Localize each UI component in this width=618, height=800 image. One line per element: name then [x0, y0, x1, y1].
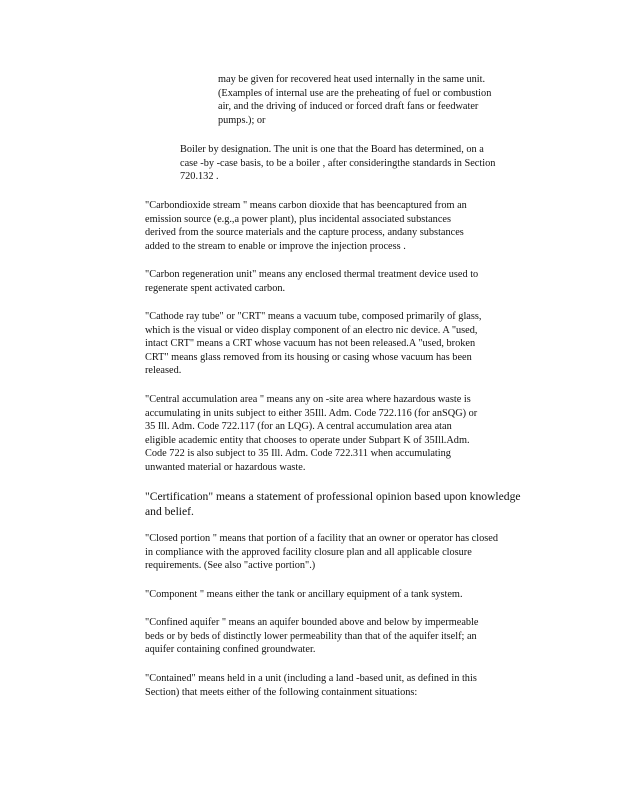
text-line: Section) that meets either of the following containment situations:	[145, 686, 418, 698]
text-line: beds or by beds of distinctly lower permeability than that of the aquifer itself; an	[145, 630, 477, 642]
text-line: regenerate spent activated carbon.	[145, 282, 286, 294]
text-line: (Examples of internal use are the preheating of fuel or combustion	[218, 87, 492, 99]
definition-central-accumulation-area	[145, 393, 535, 475]
text-line: "Component " means either the tank or ancillary equipment of a tank system.	[145, 589, 463, 600]
paragraph-boiler-by-designation	[180, 143, 542, 184]
text-line: requirements. (See also "active portion".)	[145, 560, 316, 572]
text-line: unwanted material or hazardous waste.	[145, 461, 306, 473]
definition-contained	[145, 672, 535, 699]
paragraph-continuation	[218, 73, 530, 127]
text-line: aquifer containing confined groundwater.	[145, 644, 316, 656]
text-line: released.	[145, 365, 182, 377]
text-line: accumulating in units subject to either 35Ill. Adm. Code 722.116 (for anSQG) or	[145, 407, 478, 419]
definition-certification	[145, 489, 535, 519]
definition-cathode-ray-tube	[145, 310, 535, 378]
text-line: which is the visual or video display component of an electro nic device. A "used,	[145, 324, 478, 336]
text-line: "Carbondioxide stream " means carbon dioxide that has beencaptured from an	[145, 200, 467, 211]
text-line: Code 722 is also subject to 35 Ill. Adm. Code 722.311 when accumulating	[145, 448, 451, 460]
text-line: "Confined aquifer " means an aquifer bounded above and below by impermeable	[145, 617, 479, 628]
definition-component	[145, 588, 535, 602]
text-line: may be given for recovered heat used internally in the same unit.	[218, 74, 486, 85]
text-line: case -by -case basis, to be a boiler , after consideringthe standards in Section	[180, 157, 496, 169]
definition-closed-portion	[145, 532, 535, 573]
text-line: "Cathode ray tube" or "CRT" means a vacuum tube, composed primarily of glass,	[145, 311, 482, 322]
text-line: derived from the source materials and the capture process, andany substances	[145, 227, 464, 239]
text-line: "Closed portion " means that portion of a facility that an owner or operator has closed	[145, 533, 498, 544]
text-line: 35 Ill. Adm. Code 722.117 (for an LQG). A central accumulation area atan	[145, 421, 452, 433]
definition-carbon-dioxide-stream	[145, 199, 535, 253]
text-line: "Certification" means a statement of professional opinion based upon knowledge	[145, 490, 521, 503]
text-line: "Carbon regeneration unit" means any enclosed thermal treatment device used to	[145, 269, 479, 280]
text-line: pumps.); or	[218, 114, 266, 126]
text-line: "Central accumulation area " means any on -site area where hazardous waste is	[145, 394, 471, 405]
text-line: in compliance with the approved facility closure plan and all applicable closure	[145, 546, 472, 558]
text-line: Boiler by designation. The unit is one that the Board has determined, on a	[180, 144, 484, 155]
definition-carbon-regeneration-unit	[145, 268, 535, 295]
definition-confined-aquifer	[145, 616, 535, 657]
text-line: air, and the driving of induced or forced draft fans or feedwater	[218, 101, 479, 113]
text-line: emission source (e.g.,a power plant), plus incidental associated substances	[145, 213, 451, 225]
text-line: and belief.	[145, 505, 194, 518]
text-line: CRT" means glass removed from its housing or casing whose vacuum has been	[145, 351, 472, 363]
text-line: "Contained" means held in a unit (including a land -based unit, as defined in this	[145, 673, 477, 684]
text-line: eligible academic entity that chooses to operate under Subpart K of 35Ill.Adm.	[145, 434, 470, 446]
text-line: added to the stream to enable or improve the injection process .	[145, 240, 406, 252]
text-line: 720.132 .	[180, 171, 219, 183]
text-line: intact CRT" means a CRT whose vacuum has not been released.A "used, broken	[145, 338, 476, 350]
